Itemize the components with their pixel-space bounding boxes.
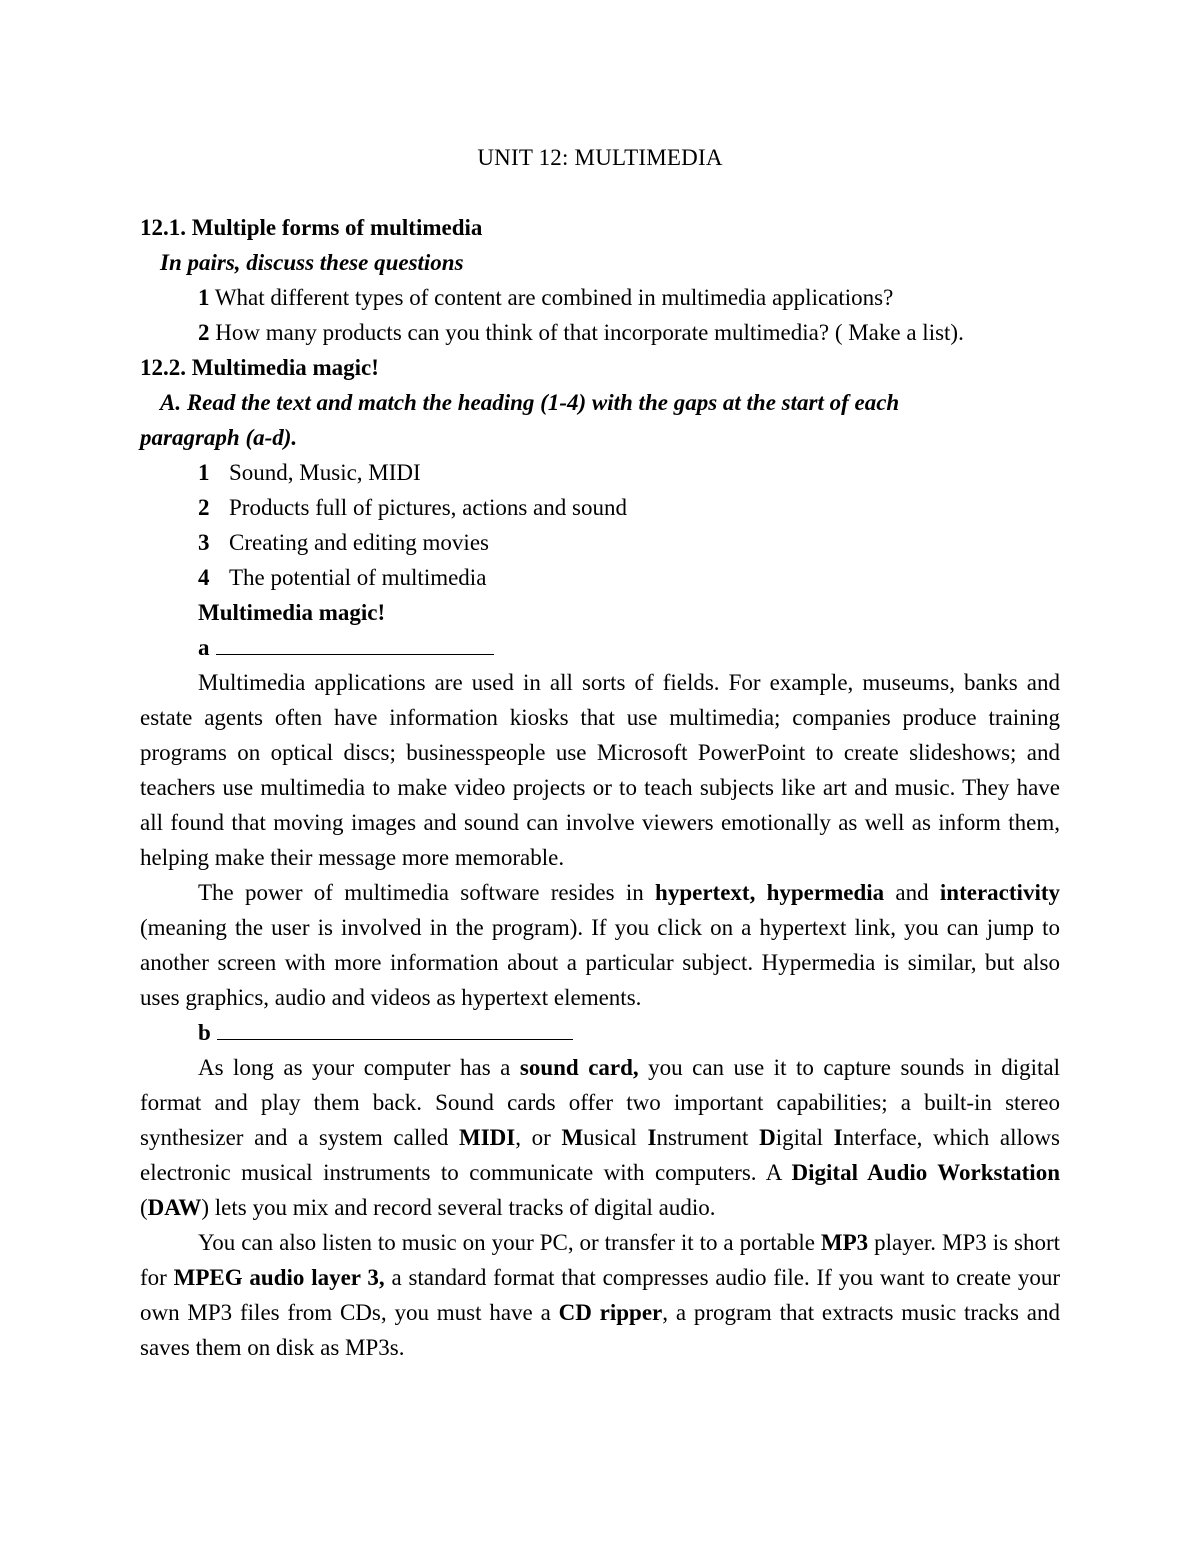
term-mpeg-audio-layer-3: MPEG audio layer 3,	[173, 1265, 385, 1290]
text-run: You can also listen to music on your PC, or transfer it to a portable	[198, 1230, 821, 1255]
page-title: UNIT 12: MULTIMEDIA	[477, 145, 723, 170]
task-instruction-cont: paragraph (a-d).	[140, 425, 298, 450]
gap-blank-line	[216, 632, 494, 655]
text-run: usical	[583, 1125, 648, 1150]
term-digital-audio-workstation: Digital Audio Workstation	[791, 1160, 1060, 1185]
text-run: nstrument	[656, 1125, 760, 1150]
paragraph-a2	[140, 875, 1060, 1015]
question-1	[140, 280, 1060, 315]
text-run: , or	[515, 1125, 562, 1150]
term-mp3: MP3	[820, 1230, 869, 1255]
text-run: (	[140, 1195, 148, 1220]
text-run: The power of multimedia software resides in	[198, 880, 656, 905]
heading-option-2	[140, 490, 1060, 525]
text-run: ) lets you mix and record several tracks of digital audio.	[201, 1195, 716, 1220]
text-run: a standard format that compresses audio file. If you want to create your own MP3 files from CDs, you must have a	[140, 1265, 1060, 1325]
term-interactivity: interactivity	[939, 880, 1060, 905]
gap-letter: a	[198, 635, 210, 660]
text-run: igital	[775, 1125, 834, 1150]
heading-option-number: 4	[198, 565, 210, 590]
gap-a	[140, 630, 1060, 665]
gap-blank-line	[217, 1017, 573, 1040]
gap-letter: b	[198, 1020, 211, 1045]
heading-option-4	[140, 560, 1060, 595]
question-number: 1	[198, 285, 210, 310]
term-sound-card: sound card,	[519, 1055, 639, 1080]
heading-option-text: Products full of pictures, actions and sound	[229, 495, 627, 520]
heading-option-3	[140, 525, 1060, 560]
text-run: , a program that extracts music tracks and saves them on disk as MP3s.	[140, 1300, 1060, 1360]
paragraph-a1: Multimedia applications are used in all sorts of fields. For example, museums, banks and estate agents often have information kiosks that use multimedia; companies produce training programs on optical discs; businesspeople use Microsoft PowerPoint to create slideshows; and teachers use multimedia to make video projects or to teach subjects like art and music. They have all found that moving images and sound can involve viewers emotionally as well as inform them, helping make their message more memorable.	[140, 670, 1060, 870]
paragraph-b1	[140, 1050, 1060, 1225]
text-run: you can use it to capture sounds in digital format and play them back. Sound cards offer two important capabilities; a built-in stereo synthesizer and a system called	[140, 1055, 1061, 1150]
text-title: Multimedia magic!	[198, 600, 386, 625]
acronym-letter: I	[833, 1125, 843, 1150]
term-cd-ripper: CD ripper	[558, 1300, 663, 1325]
heading-option-1	[140, 455, 1060, 490]
spacer	[140, 175, 1060, 210]
term-hypertext-hypermedia: hypertext, hypermedia	[655, 880, 885, 905]
task-instruction: A. Read the text and match the heading (1-4) with the gaps at the start of each	[160, 390, 900, 415]
question-text: How many products can you think of that incorporate multimedia? ( Make a list).	[209, 320, 964, 345]
heading-option-number: 1	[198, 460, 210, 485]
question-text: What different types of content are combined in multimedia applications?	[209, 285, 894, 310]
heading-option-text: Sound, Music, MIDI	[229, 460, 421, 485]
discussion-instruction: In pairs, discuss these questions	[160, 250, 464, 275]
term-midi: MIDI	[458, 1125, 516, 1150]
text-run: nterface, which allows electronic musical instruments to communicate with computers. A	[140, 1125, 1060, 1185]
section-heading-12-2: 12.2. Multimedia magic!	[140, 355, 379, 380]
heading-option-text: The potential of multimedia	[229, 565, 487, 590]
gap-b	[140, 1015, 1060, 1050]
text-run: (meaning the user is involved in the program). If you click on a hypertext link, you can jump to another screen with more information about a particular subject. Hypermedia is similar, but also uses graphics, audio and videos as hypertext elements.	[140, 915, 1060, 1010]
acronym-letter: D	[759, 1125, 776, 1150]
acronym-letter: I	[647, 1125, 657, 1150]
heading-option-text: Creating and editing movies	[229, 530, 489, 555]
paragraph-b2	[140, 1225, 1060, 1365]
heading-option-number: 3	[198, 530, 210, 555]
document-page	[140, 140, 1060, 1365]
text-run: and	[884, 880, 940, 905]
term-daw: DAW	[147, 1195, 202, 1220]
question-2	[140, 315, 1060, 350]
heading-option-number: 2	[198, 495, 210, 520]
section-heading-12-1: 12.1. Multiple forms of multimedia	[140, 215, 483, 240]
acronym-letter: M	[561, 1125, 584, 1150]
question-number: 2	[198, 320, 210, 345]
text-run: As long as your computer has a	[198, 1055, 520, 1080]
text-run: player. MP3 is short for	[140, 1230, 1060, 1290]
